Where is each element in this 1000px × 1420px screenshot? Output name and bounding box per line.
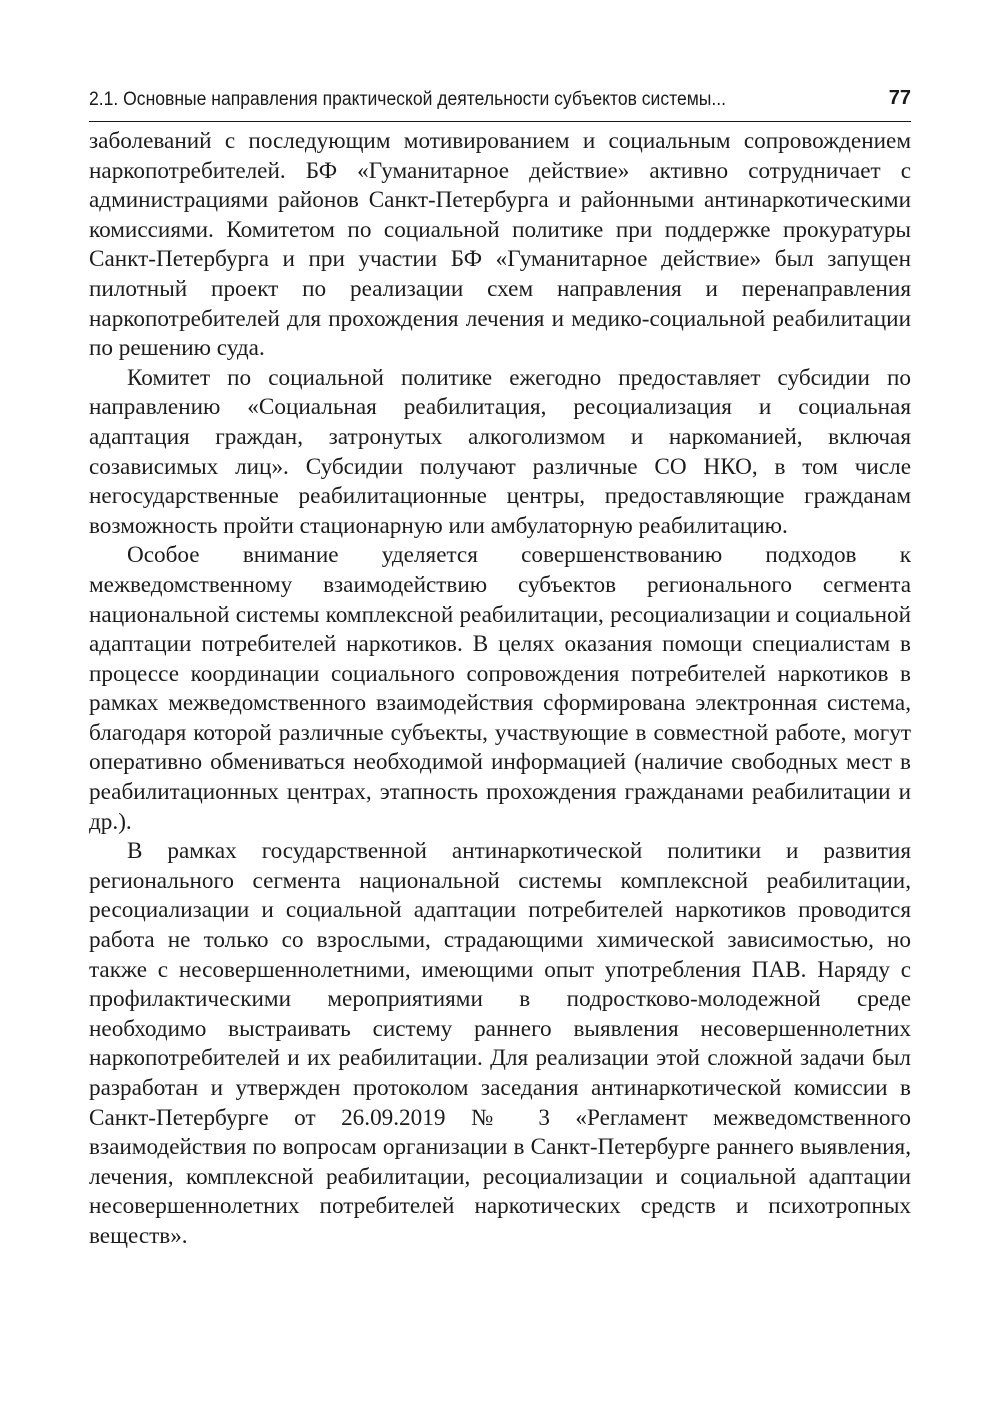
- page-number: 77: [888, 87, 911, 109]
- paragraph-interagency-cooperation: Особое внимание уделяется совершенствованию подходов к межведомственному взаимодействию субъектов регионального сегмента национальной системы комплексной реабилитации, ресоциализации и социальной адаптации потребителей наркотиков. В целях оказания помощи специалистам в процессе координации социального сопровождения потребителей наркотиков в рамках межведомственного взаимодействия сформирована электронная система, благодаря которой различные субъекты, участвующие в совместной работе, могут оперативно обмениваться необходимой информацией (наличие свободных мест в реабилитационных центрах, этапность прохождения гражданами реабилитации и др.).: [89, 542, 911, 835]
- paragraph-subsidies: Комитет по социальной политике ежегодно предоставляет субсидии по направлению «Социальная реабилитация, ресоциализация и социальная адаптация граждан, затронутых алкоголизмом и наркоманией, включая созависимых лиц». Субсидии получают различные СО НКО, в том числе негосударственные реабилитационные центры, предоставляющие гражданам возможность пройти стационарную или амбулаторную реабилитацию.: [89, 364, 911, 539]
- body-text: [89, 127, 911, 1252]
- chapter-section-title: 2.1. Основные направления практической деятельности субъектов системы...: [89, 88, 727, 110]
- running-header: [89, 82, 911, 122]
- paragraph-continued: заболеваний с последующим мотивированием и социальным сопровождением наркопотребителей. БФ «Гуманитарное действие» активно сотрудничает с администрациями районов Санкт-Петербурга и районными антинаркотическими комиссиями. Комитетом по социальной политике при поддержке прокуратуры Санкт-Петербурга и при участии БФ «Гуманитарное действие» был запущен пилотный проект по реализации схем направления и перенаправления наркопотребителей для прохождения лечения и медико-социальной реабилитации по решению суда.: [89, 128, 911, 362]
- paragraph-minors-rehabilitation: В рамках государственной антинаркотической политики и развития регионального сегмента национальной системы комплексной реабилитации, ресоциализации и социальной адаптации потребителей наркотиков проводится работа не только со взрослыми, страдающими химической зависимостью, но также с несовершеннолетними, имеющими опыт употребления ПАВ. Наряду с профилактическими мероприятиями в подростково-молодежной среде необходимо выстраивать систему раннего выявления несовершеннолетних наркопотребителей и их реабилитации. Для реализации этой сложной задачи был разработан и утвержден протоколом заседания антинаркотической комиссии в Санкт-Петербурге от 26.09.2019 № 3 «Регламент межведомственного взаимодействия по вопросам организации в Санкт-Петербурге раннего выявления, лечения, комплексной реабилитации, ресоциализации и социальной адаптации несовершеннолетних потребителей наркотических средств и психотропных веществ».: [89, 838, 911, 1249]
